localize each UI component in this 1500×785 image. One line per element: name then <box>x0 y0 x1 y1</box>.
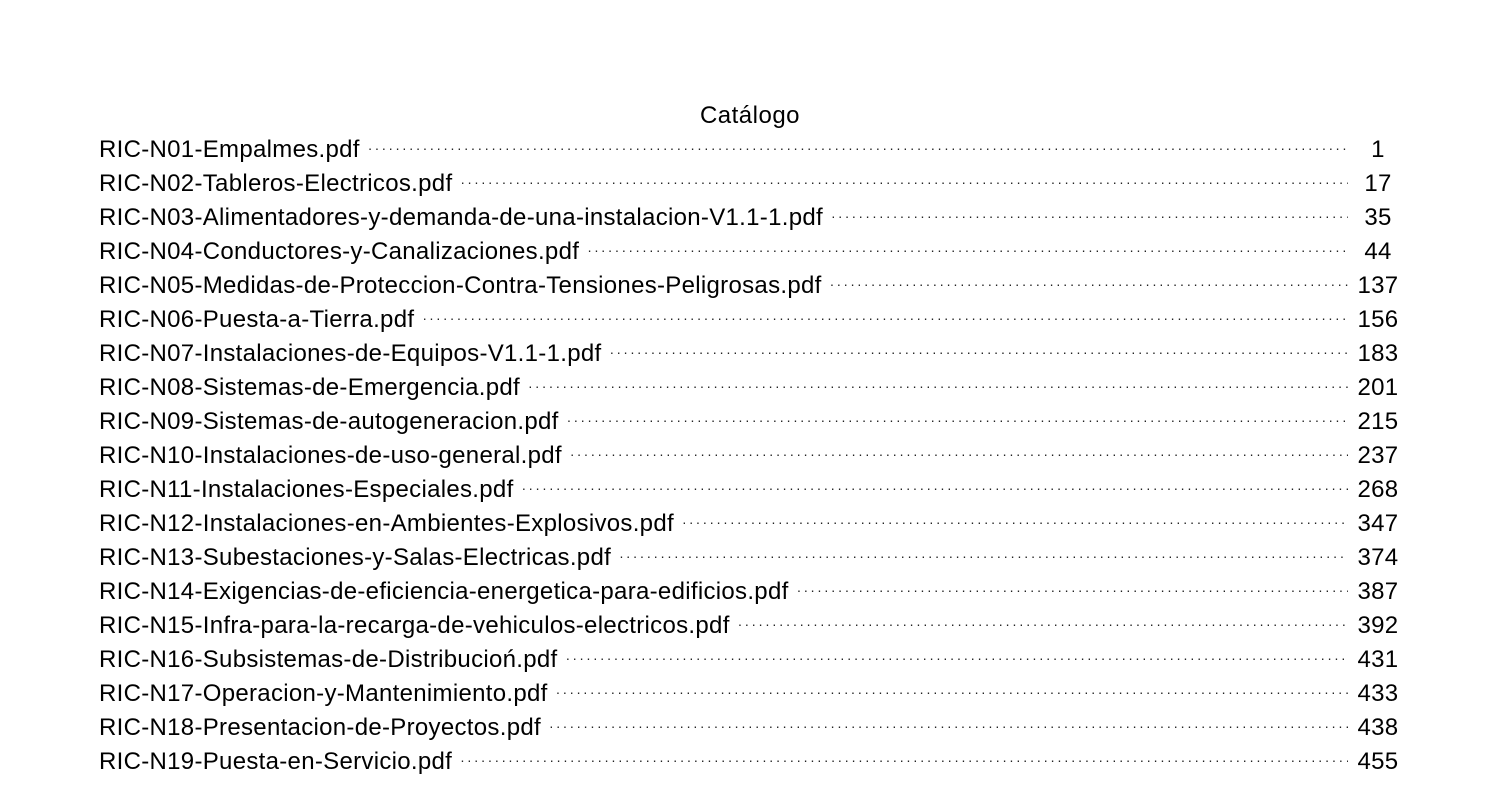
dot-leader <box>549 709 1348 743</box>
toc-entry[interactable] <box>99 303 1402 337</box>
toc-entry[interactable] <box>99 371 1402 405</box>
toc-entry-page[interactable]: 215 <box>1357 408 1399 435</box>
dot-leader <box>619 539 1348 573</box>
toc-entry-page[interactable]: 183 <box>1357 340 1399 367</box>
toc-entry-page[interactable]: 433 <box>1357 680 1399 707</box>
dot-leader <box>422 301 1348 335</box>
toc-entry[interactable] <box>99 473 1402 507</box>
toc-entry-page[interactable]: 268 <box>1357 476 1399 503</box>
toc-entry-name[interactable]: RIC-N10-Instalaciones-de-uso-general.pdf <box>99 442 562 469</box>
toc-entry-page[interactable]: 387 <box>1357 578 1399 605</box>
toc-entry[interactable] <box>99 337 1402 371</box>
toc-entry-name[interactable]: RIC-N14-Exigencias-de-eficiencia-energetica-para-edificios.pdf <box>99 578 789 605</box>
toc-entry[interactable] <box>99 643 1402 677</box>
toc-entry[interactable] <box>99 541 1402 575</box>
toc-entry-name[interactable]: RIC-N15-Infra-para-la-recarga-de-vehiculos-electricos.pdf <box>99 612 730 639</box>
toc-entry-name[interactable]: RIC-N09-Sistemas-de-autogeneracion.pdf <box>99 408 559 435</box>
toc-entry[interactable] <box>99 201 1402 235</box>
dot-leader <box>609 335 1348 369</box>
page-title: Catálogo <box>699 102 801 129</box>
toc-entry[interactable] <box>99 507 1402 541</box>
toc-entry[interactable] <box>99 711 1402 745</box>
toc-entry-name[interactable]: RIC-N06-Puesta-a-Tierra.pdf <box>99 306 415 333</box>
toc-entry-name[interactable]: RIC-N03-Alimentadores-y-demanda-de-una-instalacion-V1.1-1.pdf <box>99 204 823 231</box>
toc-entry-page[interactable]: 17 <box>1364 170 1392 197</box>
toc-entry-page[interactable]: 156 <box>1357 306 1399 333</box>
toc-entry-name[interactable]: RIC-N16-Subsistemas-de-Distribucioń.pdf <box>99 646 558 673</box>
toc-entry-name[interactable]: RIC-N01-Empalmes.pdf <box>99 136 360 163</box>
toc-entry-page[interactable]: 347 <box>1357 510 1399 537</box>
toc-entry[interactable] <box>99 133 1402 167</box>
toc-entry-page[interactable]: 1 <box>1371 136 1385 163</box>
dot-leader <box>682 505 1348 539</box>
dot-leader <box>566 641 1348 675</box>
toc-entry-page[interactable]: 137 <box>1357 272 1399 299</box>
toc-entry-page[interactable]: 35 <box>1364 204 1392 231</box>
table-of-contents <box>99 133 1402 779</box>
toc-entry[interactable] <box>99 405 1402 439</box>
toc-entry-name[interactable]: RIC-N05-Medidas-de-Proteccion-Contra-Tensiones-Peligrosas.pdf <box>99 272 822 299</box>
dot-leader <box>797 573 1348 607</box>
dot-leader <box>567 403 1348 437</box>
toc-entry-name[interactable]: RIC-N17-Operacion-y-Mantenimiento.pdf <box>99 680 548 707</box>
toc-entry-page[interactable]: 374 <box>1357 544 1399 571</box>
toc-entry-name[interactable]: RIC-N18-Presentacion-de-Proyectos.pdf <box>99 714 541 741</box>
toc-entry-page[interactable]: 438 <box>1357 714 1399 741</box>
toc-entry[interactable] <box>99 609 1402 643</box>
toc-entry-page[interactable]: 237 <box>1357 442 1399 469</box>
toc-entry-page[interactable]: 201 <box>1357 374 1399 401</box>
dot-leader <box>368 131 1348 165</box>
toc-entry[interactable] <box>99 745 1402 779</box>
toc-entry-name[interactable]: RIC-N13-Subestaciones-y-Salas-Electricas.pdf <box>99 544 612 571</box>
dot-leader <box>738 607 1348 641</box>
toc-entry-name[interactable]: RIC-N19-Puesta-en-Servicio.pdf <box>99 748 453 775</box>
dot-leader <box>570 437 1348 471</box>
toc-entry-name[interactable]: RIC-N02-Tableros-Electricos.pdf <box>99 170 453 197</box>
toc-entry-page[interactable]: 392 <box>1357 612 1399 639</box>
dot-leader <box>830 267 1348 301</box>
toc-entry[interactable] <box>99 269 1402 303</box>
toc-entry-name[interactable]: RIC-N08-Sistemas-de-Emergencia.pdf <box>99 374 521 401</box>
dot-leader <box>522 471 1348 505</box>
toc-entry-name[interactable]: RIC-N07-Instalaciones-de-Equipos-V1.1-1.pdf <box>99 340 602 367</box>
toc-entry-name[interactable]: RIC-N04-Conductores-y-Canalizaciones.pdf <box>99 238 580 265</box>
toc-entry-name[interactable]: RIC-N11-Instalaciones-Especiales.pdf <box>99 476 514 503</box>
toc-entry[interactable] <box>99 439 1402 473</box>
dot-leader <box>556 675 1348 709</box>
dot-leader <box>528 369 1348 403</box>
toc-entry[interactable] <box>99 167 1402 201</box>
toc-entry[interactable] <box>99 575 1402 609</box>
toc-entry[interactable] <box>99 235 1402 269</box>
dot-leader <box>587 233 1348 267</box>
dot-leader <box>831 199 1348 233</box>
toc-entry-page[interactable]: 431 <box>1357 646 1399 673</box>
toc-entry-name[interactable]: RIC-N12-Instalaciones-en-Ambientes-Explosivos.pdf <box>99 510 674 537</box>
toc-entry[interactable] <box>99 677 1402 711</box>
toc-entry-page[interactable]: 44 <box>1364 238 1392 265</box>
toc-entry-page[interactable]: 455 <box>1357 748 1399 775</box>
dot-leader <box>460 743 1348 777</box>
dot-leader <box>460 165 1348 199</box>
